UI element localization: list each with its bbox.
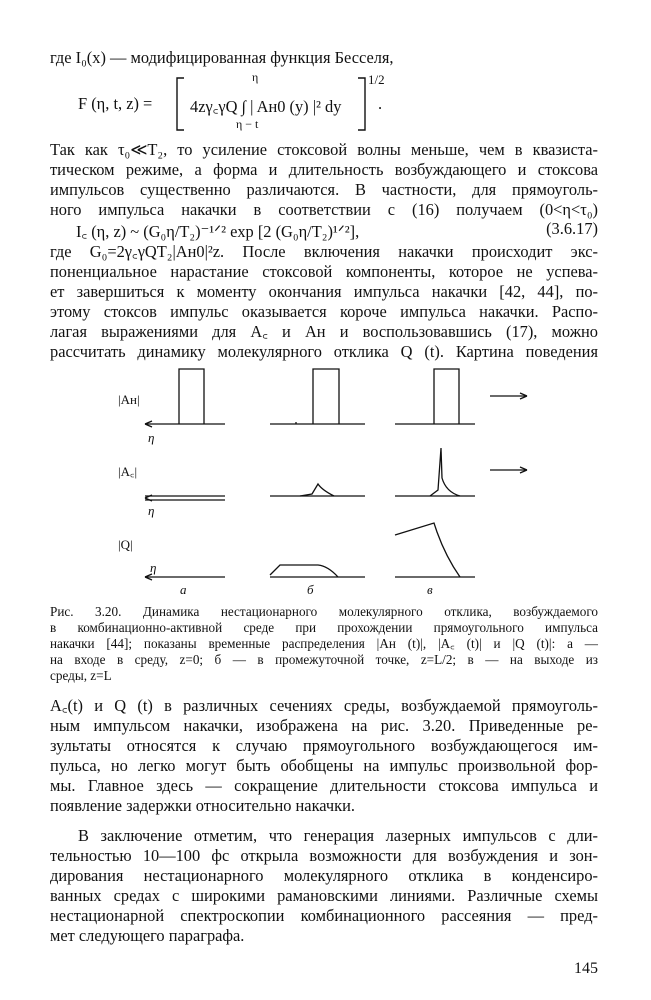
paragraph4-line: нестационарной спектроскопии комбинационного рассеяния — пред- (50, 906, 598, 925)
paragraph3-line: появление задержки относительно накачки. (50, 796, 355, 815)
paragraph4-line: тельностью 10—100 фс открыла возможности для возбуждения и зон- (50, 846, 598, 865)
formula-lhs: F (η, t, z) = (78, 94, 153, 113)
figure-caption-line: среды, z=L (50, 668, 112, 683)
axis-label: η (148, 430, 155, 445)
pump-pulse-c (434, 369, 459, 424)
stokes-pulse-b (300, 484, 334, 496)
equation-number: (3.6.17) (546, 219, 598, 238)
paragraph1-line: Так как τ₀≪T₂, то усиление стоксовой волны меньше, чем в квазиста- (50, 140, 598, 159)
paragraph4-line: дирования нестационарного молекулярного отклика в конденсиро- (50, 866, 598, 885)
intro-line: где I₀(x) — модифицированная функция Бесселя, (50, 48, 394, 67)
formula-integral: 4zγ꜀γQ ∫ | Aн0 (y) |² dy (190, 97, 342, 116)
paragraph3-line: мы. Главное здесь — сокращение длительности стоксова импульса и (50, 776, 598, 795)
formula-tail: . (378, 94, 383, 113)
figure-caption-line: Рис. 3.20. Динамика нестационарного молекулярного отклика, возбуждаемого (50, 604, 598, 619)
formula-power: 1/2 (368, 72, 385, 87)
paragraph4-line: мет следующего параграфа. (50, 926, 245, 945)
figure-caption-line: в комбинационно-активной среде при прохождении прямоугольного импульса (50, 620, 598, 635)
paragraph1-line: импульсов существенно различаются. В частности, для прямоуголь- (50, 180, 598, 199)
page-number: 145 (574, 960, 598, 977)
pump-pulse-b (296, 369, 339, 424)
column-label-b: б (307, 582, 314, 597)
paragraph4-line: В заключение отметим, что генерация лазерных импульсов с дли- (78, 826, 598, 845)
equation-3617: I꜀ (η, z) ~ (G₀η/T₂)⁻¹ᐟ² exp [2 (G₀η/T₂)¹ᐟ²], (76, 222, 360, 241)
paragraph3-line: зультаты относятся к случаю прямоугольного возбуждающегося им- (50, 736, 598, 755)
axis-label: η (148, 503, 155, 518)
paragraph2-line: ет завершиться к моменту окончания импульса накачки [42, 44], по- (50, 282, 598, 301)
paragraph4-line: ванных средах с широкими рамановскими линиями. Различные схемы (50, 886, 598, 905)
paragraph2-line: этому стоксов импульс оказывается короче импульса накачки. Распо- (50, 302, 598, 321)
paragraph3-line: ным импульсом накачки, изображена на рис. 3.20. Приведенные ре- (50, 716, 598, 735)
paragraph2-line: рассчитать динамику молекулярного отклика Q (t). Картина поведения (50, 342, 598, 361)
stokes-pulse-c (430, 448, 460, 496)
pump-pulse-a (179, 369, 204, 424)
formula-upper-limit: η (252, 70, 259, 84)
row-label-pump: |Aн| (118, 392, 140, 407)
column-label-a: а (180, 582, 187, 597)
paragraph1-line: ного импульса накачки в соответствии с (16) получаем (0<η<τ₀) (50, 200, 598, 219)
figure-caption-line: накачки [44]; показаны временные распределения |Aн (t)|, |A꜀ (t)| и |Q (t)|: а — (50, 636, 598, 651)
paragraph3-line: A꜀(t) и Q (t) в различных сечениях среды, возбуждаемой прямоуголь- (50, 696, 598, 715)
formula-lower-limit: η − t (236, 117, 259, 131)
paragraph2-line: поненциальное нарастание стоксовой компоненты, которое не успева- (50, 262, 598, 281)
paragraph2-line: лагая выражениями для A꜀ и Aн и воспользовавшись (17), можно (50, 322, 598, 341)
paragraph2-line: где G₀=2γ꜀γQT₂|Aн0|²z. После включения накачки происходит экс- (50, 242, 598, 261)
axis-label: η (150, 560, 157, 575)
column-label-c: в (427, 582, 433, 597)
figure-caption-line: на входе в среду, z=0; б — в промежуточной точке, z=L/2; в — на выходе из (50, 652, 598, 667)
paragraph1-line: тическом режиме, а форма и длительность возбуждающего и стоксова (50, 160, 598, 179)
paragraph3-line: пульса, но легко могут быть обобщены на импульс произвольной фор- (50, 756, 598, 775)
response-b (270, 565, 338, 577)
row-label-stokes: |A꜀| (118, 464, 138, 479)
row-label-response: |Q| (118, 537, 133, 552)
response-c (395, 523, 460, 577)
